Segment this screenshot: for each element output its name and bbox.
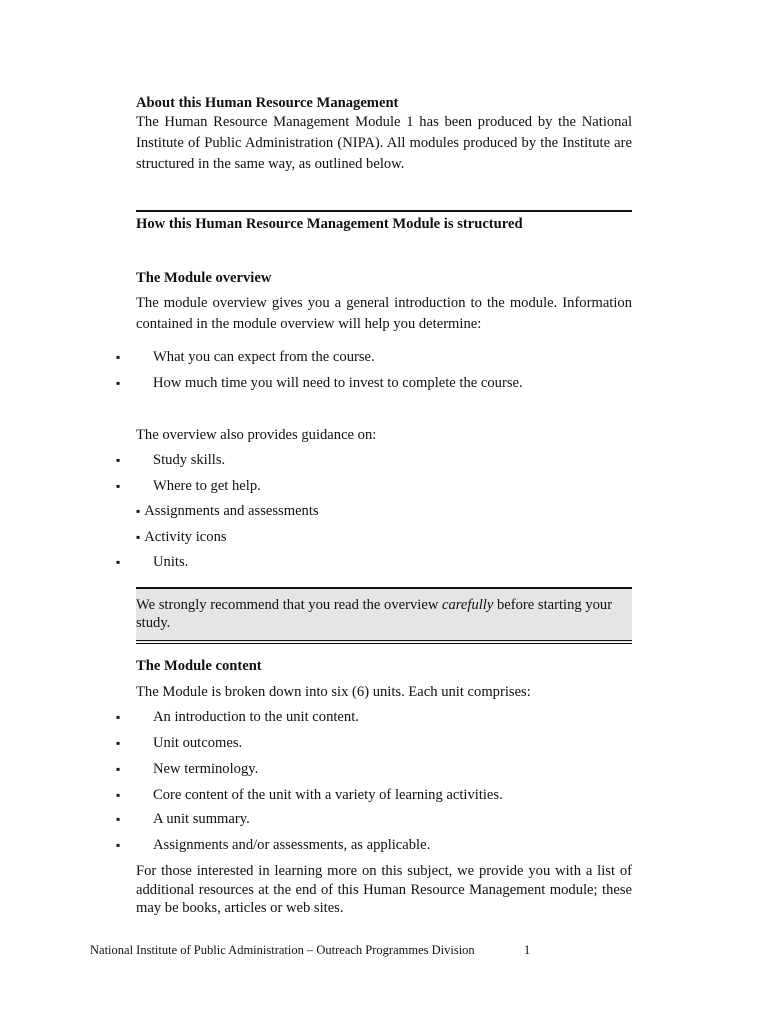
bullet-icon: ▪ [116, 453, 121, 467]
bullet-icon: ▪ [116, 350, 121, 364]
note-border [136, 640, 632, 641]
list-item-text: New terminology. [153, 761, 259, 777]
list-item [136, 527, 227, 547]
section-divider [136, 210, 632, 212]
list-item [116, 373, 636, 393]
bullet-icon: ▪ [116, 376, 121, 390]
content-heading: The Module content [136, 658, 262, 674]
bullet-icon: ▪ [116, 838, 121, 852]
list-item [116, 733, 636, 753]
list-item-text: How much time you will need to invest to complete the course. [153, 375, 523, 391]
list-item [116, 347, 636, 367]
list-item-text: A unit summary. [153, 811, 250, 827]
bullet-icon: ▪ [136, 504, 141, 518]
list-item-text: Study skills. [153, 452, 226, 468]
list-item [116, 476, 636, 496]
list-item [136, 501, 319, 521]
note-emphasis: carefully [442, 597, 494, 613]
note-border [136, 643, 632, 644]
list-item [116, 552, 636, 572]
list-item [116, 707, 636, 727]
list-item-text: Activity icons [144, 529, 227, 545]
list-item-text: What you can expect from the course. [153, 349, 375, 365]
bullet-icon: ▪ [116, 479, 121, 493]
page-number: 1 [524, 943, 531, 957]
guidance-intro: The overview also provides guidance on: [136, 427, 377, 443]
list-item-text: Assignments and/or assessments, as applicable. [153, 837, 431, 853]
list-item-text: Assignments and assessments [144, 503, 319, 519]
list-item-text: An introduction to the unit content. [153, 709, 359, 725]
list-item [116, 759, 636, 779]
recommendation-note [136, 587, 632, 642]
list-item-text: Core content of the unit with a variety of learning activities. [153, 787, 503, 803]
list-item [116, 809, 636, 829]
bullet-icon: ▪ [116, 812, 121, 826]
about-heading: About this Human Resource Management [136, 95, 399, 111]
overview-intro: The module overview gives you a general introduction to the module. Information contained in the module overview will help you determine: [136, 295, 632, 332]
about-paragraph: The Human Resource Management Module 1 has been produced by the National Institute of Public Administration (NIPA). All modules produced by the Institute are structured in the same way, as outlined below. [136, 114, 632, 172]
content-intro: The Module is broken down into six (6) units. Each unit comprises: [136, 684, 531, 700]
bullet-icon: ▪ [116, 736, 121, 750]
list-item-text: Unit outcomes. [153, 735, 243, 751]
bullet-icon: ▪ [116, 788, 121, 802]
note-text: We strongly recommend that you read the overview carefully before starting your study. [136, 597, 613, 631]
list-item-text: Where to get help. [153, 478, 261, 494]
overview-heading: The Module overview [136, 270, 272, 286]
bullet-icon: ▪ [116, 710, 121, 724]
list-item [116, 835, 636, 855]
bullet-icon: ▪ [116, 555, 121, 569]
closing-paragraph: For those interested in learning more on this subject, we provide you with a list of additional resources at the end of this Human Resource Management module; these may be books, articles or web sites. [136, 863, 632, 916]
footer-text: National Institute of Public Administration – Outreach Programmes Division [90, 943, 475, 957]
structure-heading: How this Human Resource Management Module is structured [136, 216, 523, 232]
list-item-text: Units. [153, 554, 189, 570]
bullet-icon: ▪ [116, 762, 121, 776]
list-item [116, 450, 636, 470]
bullet-icon: ▪ [136, 530, 141, 544]
list-item [116, 785, 636, 805]
